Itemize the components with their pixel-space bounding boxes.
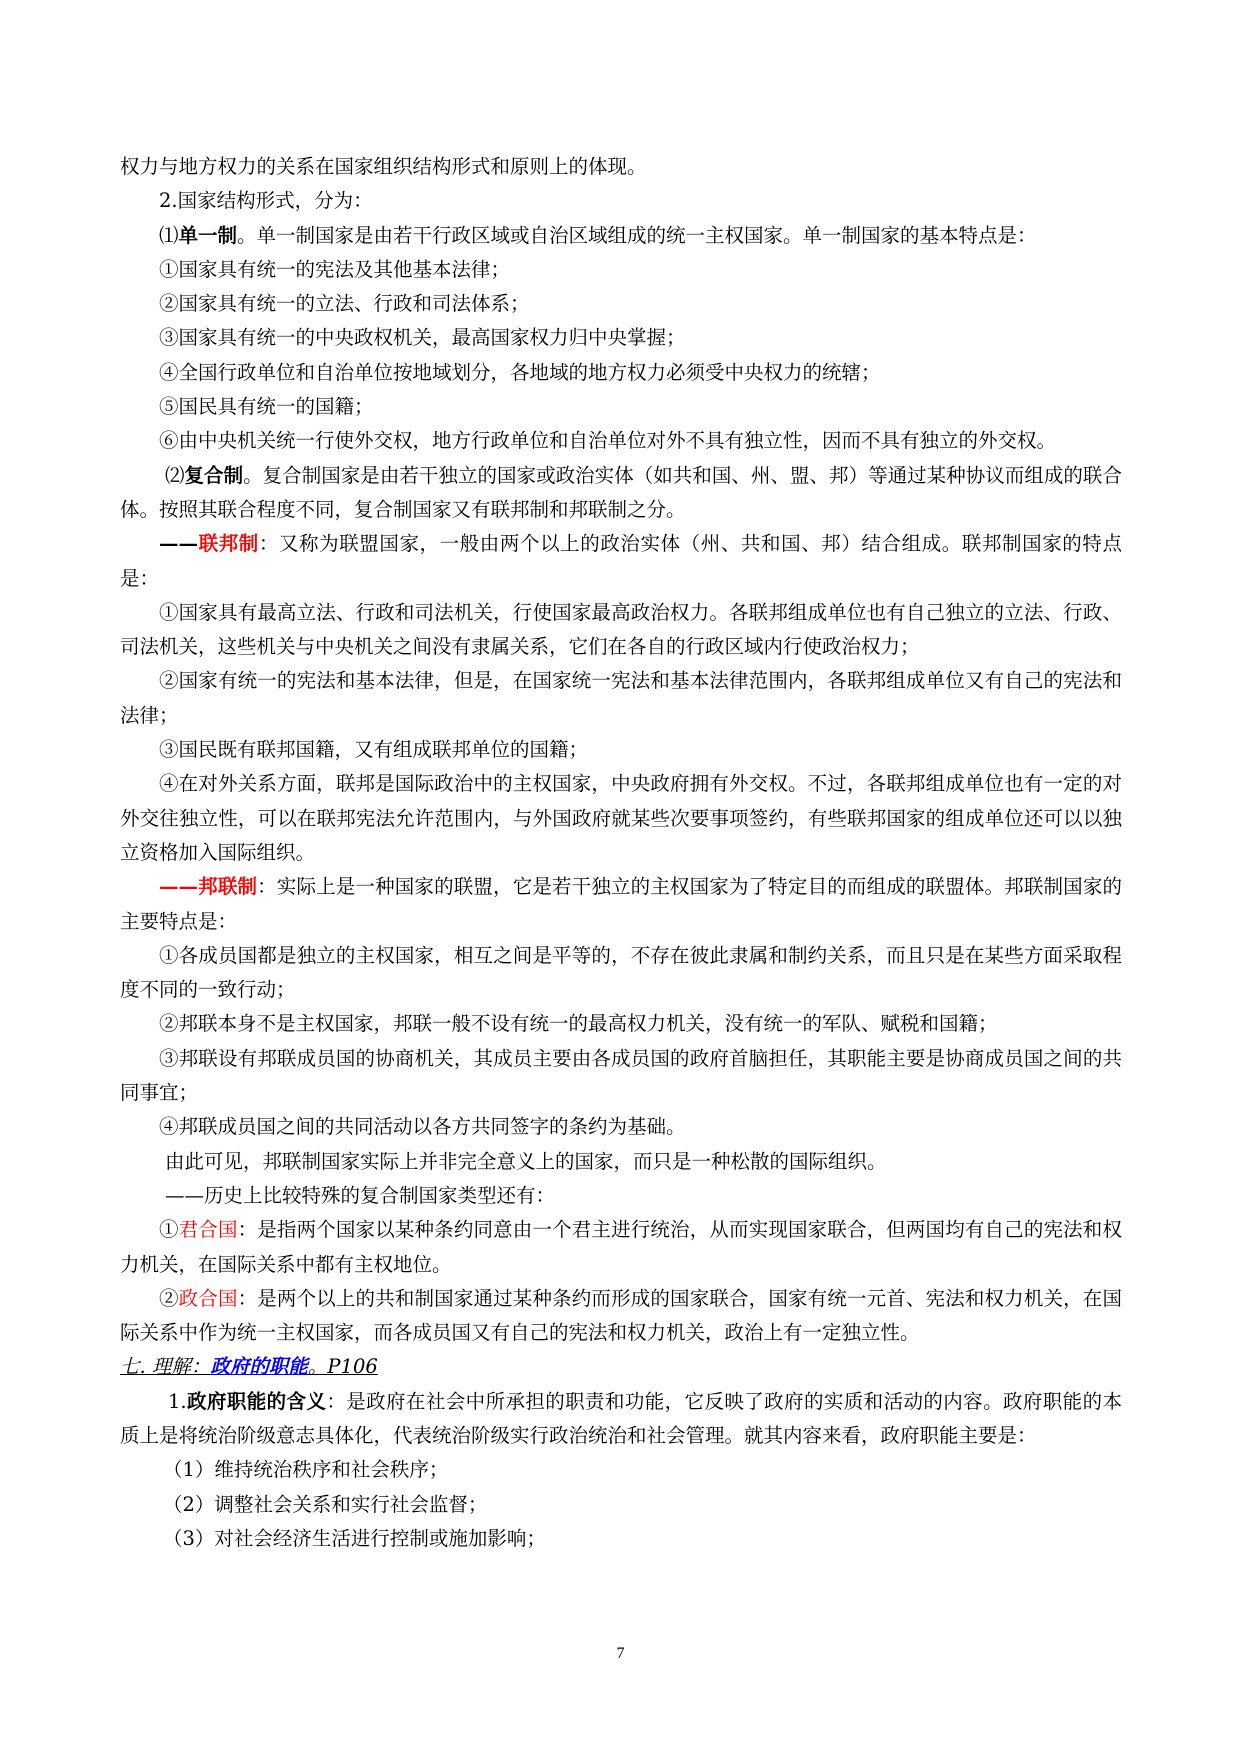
paragraph-text: ：又称为联盟国家，一般由两个以上的政治实体（州、共和国、邦）结合组成。联邦制国家的特点是：: [120, 532, 1122, 590]
term-government-function: 政府职能的含义: [186, 1389, 327, 1413]
list-item: （2）调整社会关系和实行社会监督；: [163, 1492, 488, 1516]
term-real-union: 政合国: [178, 1286, 238, 1310]
paragraph: 2.国家结构形式，分为：: [159, 189, 373, 213]
list-item: ②邦联本身不是主权国家，邦联一般不设有统一的最高权力机关，没有统一的军队、赋税和国籍；: [159, 1012, 998, 1036]
page-number: 7: [616, 1645, 625, 1662]
paragraph: 权力与地方权力的关系在国家组织结构形式和原则上的体现。: [120, 155, 647, 178]
list-item: （1）维持统治秩序和社会秩序；: [163, 1458, 449, 1482]
list-marker: ①: [159, 1218, 179, 1242]
term-federation: 联邦制: [198, 532, 259, 556]
list-marker: 1.: [168, 1389, 187, 1413]
paragraph: [120, 219, 1122, 253]
list-item: ④在对外关系方面，联邦是国际政治中的主权国家，中央政府拥有外交权。不过，各联邦组成单位也有一定的对外交往独立性，可以在联邦宪法允许范围内，与外国政府就某些次要事项签约，有些联邦国家的组成单位还可以以独立资格加入国际组织。: [120, 772, 1122, 864]
paragraph-text: 。单一制国家是由若干行政区域或自治区域组成的统一主权国家。单一制国家的基本特点是：: [237, 223, 1037, 247]
list-item: ④全国行政单位和自治单位按地域划分，各地域的地方权力必须受中央权力的统辖；: [159, 360, 881, 384]
term-unitary: 单一制: [178, 223, 238, 247]
paragraph: [120, 459, 1122, 528]
list-item: ⑤国民具有统一的国籍；: [159, 395, 374, 419]
paragraph-text: ：实际上是一种国家的联盟，它是若干独立的主权国家为了特定目的而组成的联盟体。邦联制国家的主要特点是：: [120, 875, 1122, 933]
term-confederation: ——邦联制: [159, 875, 258, 899]
list-item: ①国家具有最高立法、行政和司法机关，行使国家最高政治权力。各联邦组成单位也有自己独立的立法、行政、司法机关，这些机关与中央机关之间没有隶属关系，它们在各自的行政区域内行使政治权力；: [120, 600, 1122, 659]
list-item: ③邦联设有邦联成员国的协商机关，其成员主要由各成员国的政府首脑担任，其职能主要是协商成员国之间的共同事宜；: [120, 1046, 1122, 1105]
section-heading-prefix: 七. 理解：: [120, 1355, 211, 1379]
paragraph: [120, 870, 1122, 939]
paragraph-text: ：是指两个国家以某种条约同意由一个君主进行统治，从而实现国家联合，但两国均有自己的宪法和权力机关，在国际关系中都有主权地位。: [120, 1218, 1122, 1276]
list-marker: ②: [159, 1286, 179, 1310]
paragraph-text: ：是政府在社会中所承担的职责和功能，它反映了政府的实质和活动的内容。政府职能的本质上是将统治阶级意志具体化，代表统治阶级实行政治统治和社会管理。就其内容来看，政府职能主要是：: [120, 1389, 1122, 1447]
section-heading-link[interactable]: 政府的职能: [210, 1355, 308, 1379]
list-item: ③国民既有联邦国籍，又有组成联邦单位的国籍；: [159, 738, 589, 762]
list-item: ④邦联成员国之间的共同活动以各方共同签字的条约为基础。: [159, 1115, 686, 1139]
paragraph-text: 。复合制国家是由若干独立的国家或政治实体（如共和国、州、盟、邦）等通过某种协议而组成的联合体。按照其联合程度不同，复合制国家又有联邦制和邦联制之分。: [120, 463, 1122, 521]
paragraph-text: ：是两个以上的共和制国家通过某种条约而形成的国家联合，国家有统一元首、宪法和权力机关，在国际关系中作为统一主权国家，而各成员国又有自己的宪法和权力机关，政治上有一定独立性。: [120, 1286, 1122, 1345]
list-marker: ⑵: [165, 463, 185, 487]
list-marker: ⑴: [159, 223, 179, 247]
page-body: [120, 150, 1122, 1556]
term-compound: 复合制: [184, 463, 244, 487]
list-item: [120, 1282, 1122, 1351]
paragraph: ——历史上比较特殊的复合制国家类型还有：: [165, 1183, 556, 1207]
list-item: （3）对社会经济生活进行控制或施加影响；: [163, 1526, 546, 1550]
list-item: ⑥由中央机关统一行使外交权，地方行政单位和自治单位对外不具有独立性，因而不具有独立的外交权。: [159, 429, 1057, 453]
paragraph: [120, 527, 1122, 596]
paragraph: [120, 1385, 1122, 1454]
list-item: ①各成员国都是独立的主权国家，相互之间是平等的，不存在彼此隶属和制约关系，而且只是在某些方面采取程度不同的一致行动；: [120, 943, 1122, 1002]
section-heading-suffix: 。P106: [307, 1355, 378, 1379]
paragraph: 由此可见，邦联制国家实际上并非完全意义上的国家，而只是一种松散的国际组织。: [165, 1149, 887, 1173]
list-item: ③国家具有统一的中央政权机关，最高国家权力归中央掌握；: [159, 326, 686, 350]
section-heading: [120, 1350, 1122, 1384]
dash: ——: [159, 532, 198, 556]
term-personal-union: 君合国: [178, 1218, 238, 1242]
list-item: ①国家具有统一的宪法及其他基本法律；: [159, 257, 511, 281]
list-item: [120, 1213, 1122, 1282]
list-item: ②国家具有统一的立法、行政和司法体系；: [159, 292, 530, 316]
list-item: ②国家有统一的宪法和基本法律，但是，在国家统一宪法和基本法律范围内，各联邦组成单位又有自己的宪法和法律；: [120, 669, 1122, 727]
